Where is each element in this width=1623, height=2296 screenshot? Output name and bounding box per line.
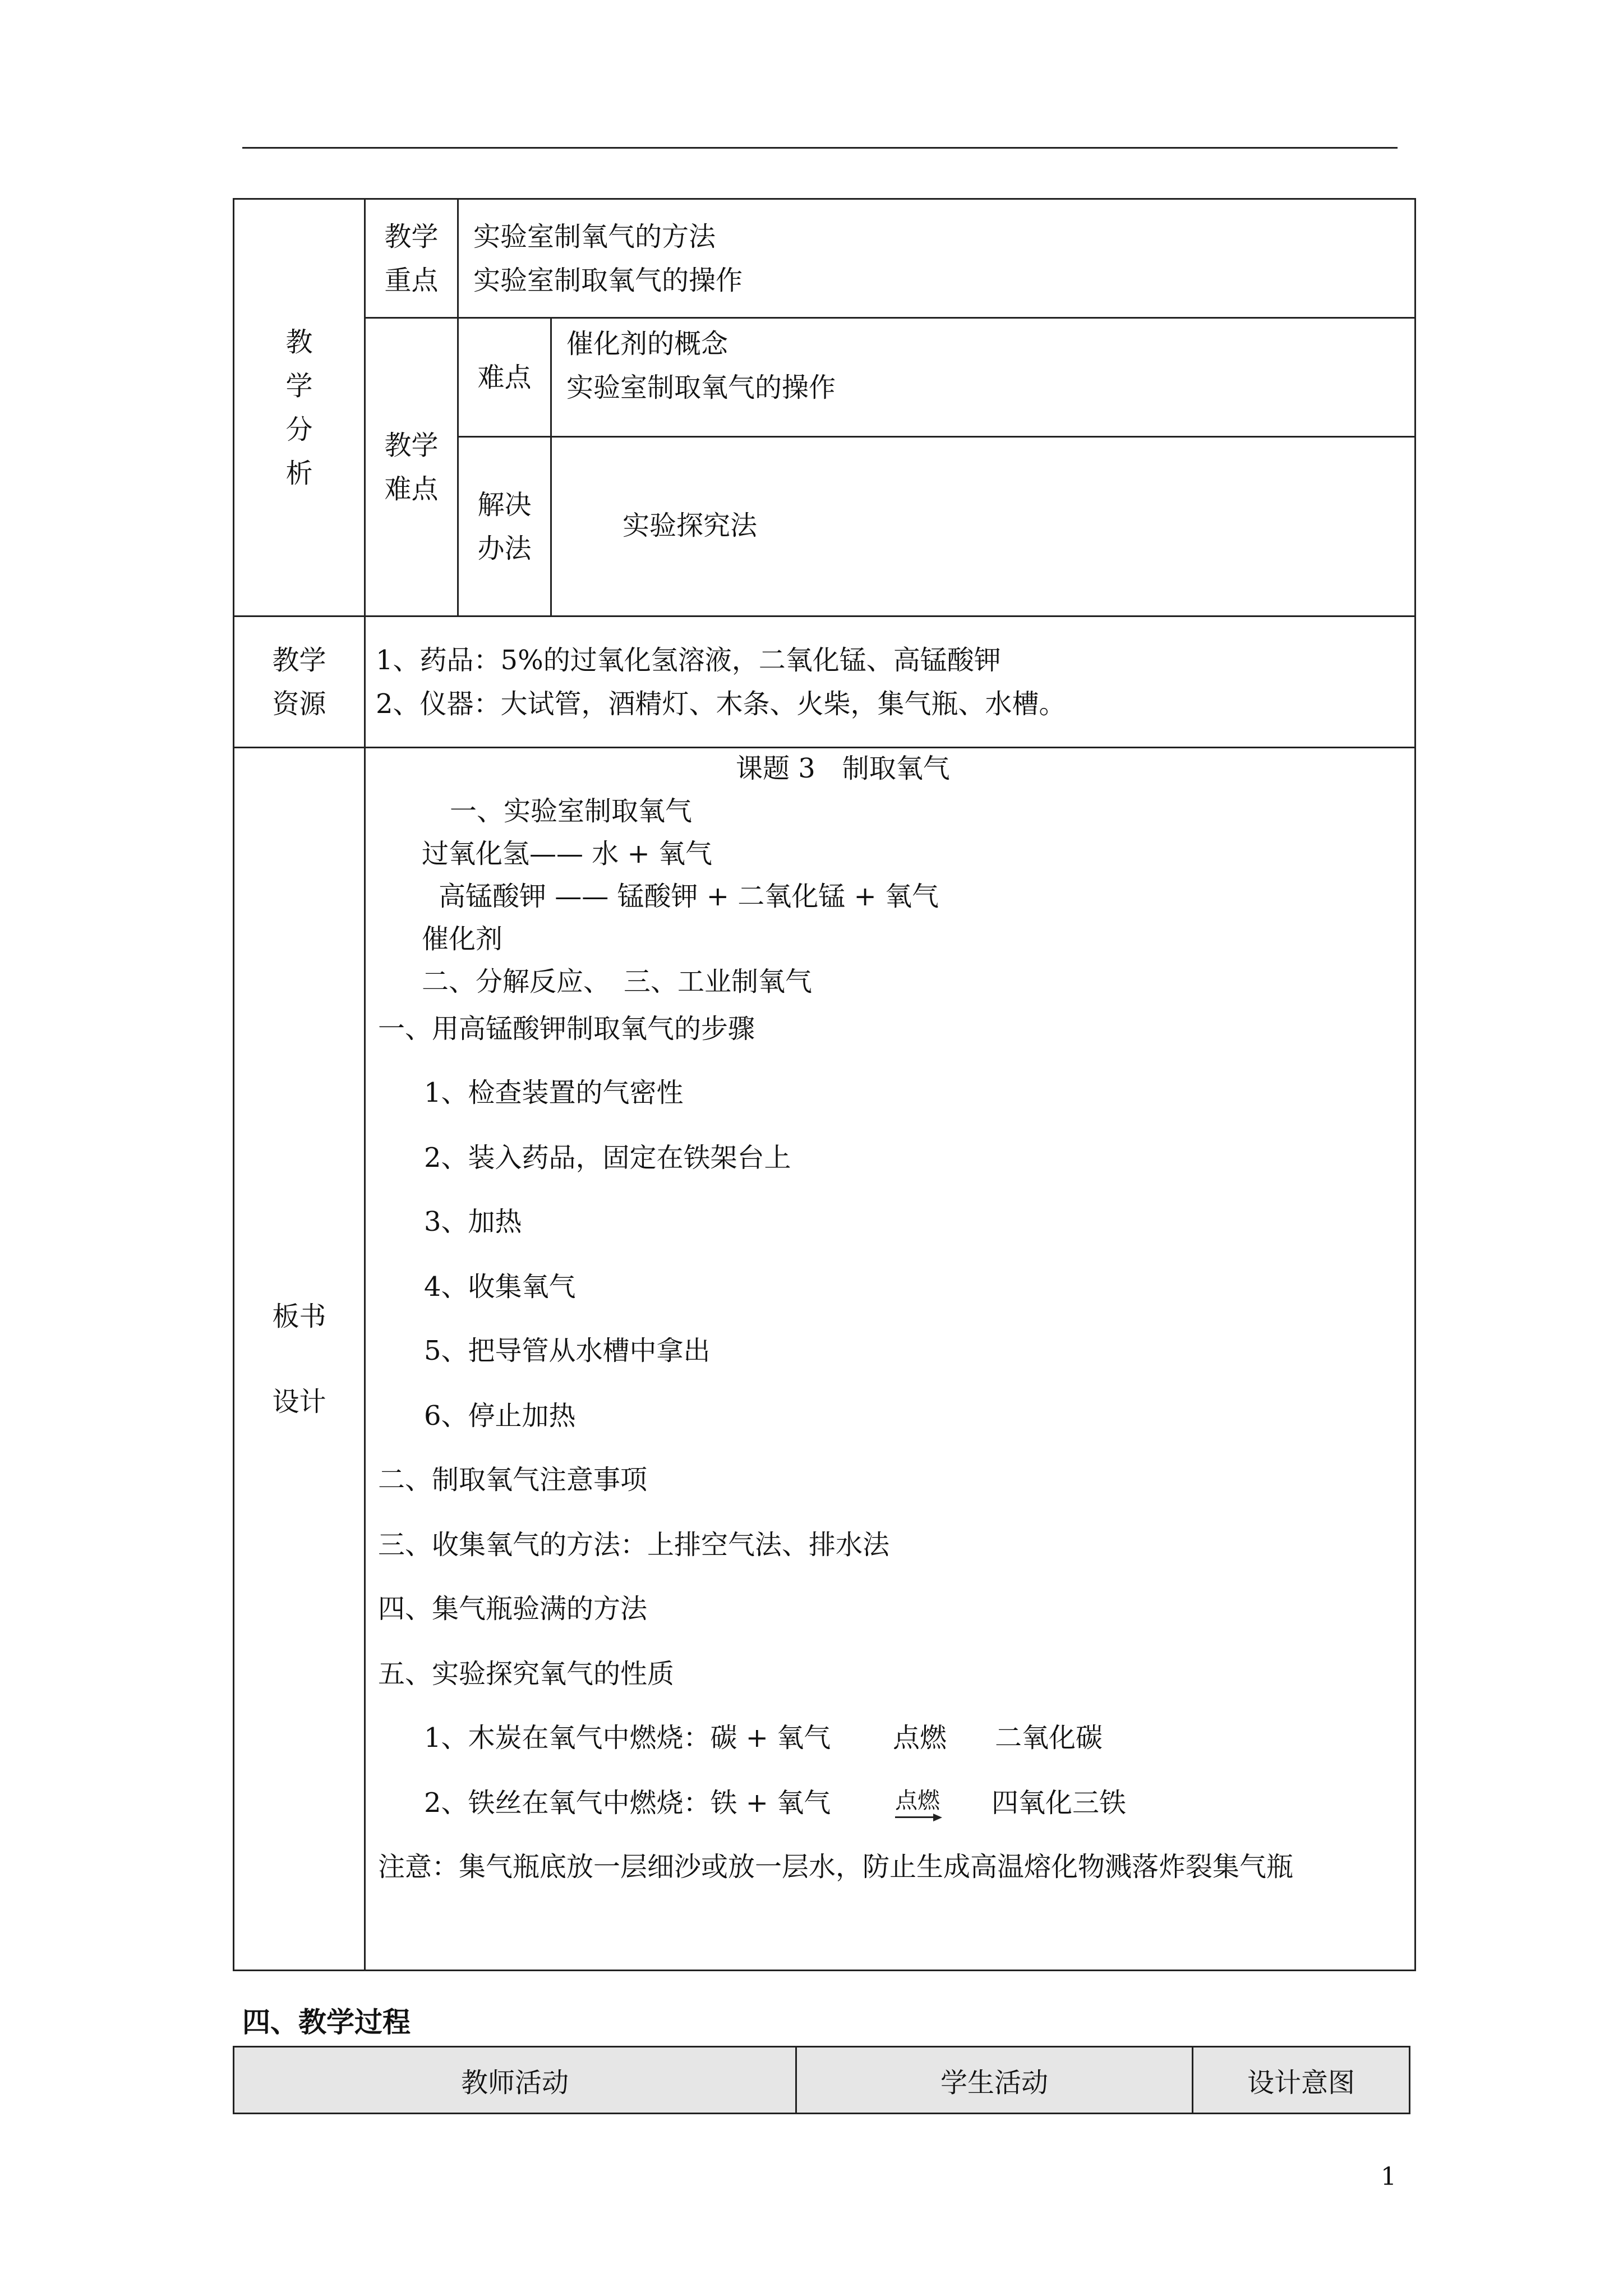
board-line: 4、收集氧气 (424, 1271, 576, 1303)
difficulty-points: 催化剂的概念 实验室制取氧气的操作 (551, 318, 1415, 437)
solution-text: 实验探究法 (551, 437, 1415, 616)
board-line: 过氧化氢—— 水 + 氧气 (422, 838, 712, 869)
resources-label: 教学 资源 (234, 616, 365, 748)
arrow-icon (895, 1816, 940, 1818)
reaction-product: 二氧化碳 (995, 1722, 1103, 1754)
board-line: 四、集气瓶验满的方法 (378, 1593, 648, 1625)
board-line: 1、检查装置的气密性 (424, 1077, 684, 1108)
board-title: 课题 3 制取氧气 (736, 753, 950, 784)
header-student-activity: 学生活动 (796, 2047, 1193, 2114)
process-table (233, 2046, 1410, 2114)
board-line: 5、把导管从水槽中拿出 (424, 1335, 711, 1366)
difficulty-label: 教学 难点 (365, 318, 458, 616)
board-line: 3、加热 (424, 1206, 522, 1237)
board-line: 2、装入药品，固定在铁架台上 (424, 1142, 791, 1174)
board-line: 三、收集氧气的方法：上排空气法、排水法 (378, 1529, 890, 1561)
focus-label: 教学 重点 (365, 199, 458, 318)
difficulty-points-label: 难点 (458, 318, 551, 437)
resources-content: 1、药品：5%的过氧化氢溶液，二氧化锰、高锰酸钾 2、仪器：大试管，酒精灯、木条、火柴，集气瓶、水槽。 (365, 616, 1415, 748)
board-line: 二、分解反应、 三、工业制氧气 (422, 966, 813, 997)
board-line: 一、实验室制取氧气 (450, 795, 693, 827)
section-title: 四、教学过程 (242, 2006, 411, 2039)
board-line: 6、停止加热 (424, 1400, 576, 1432)
board-line: 高锰酸钾 —— 锰酸钾 + 二氧化锰 + 氧气 (439, 881, 939, 912)
board-line: 1、木炭在氧气中燃烧：碳 + 氧气 (424, 1722, 831, 1754)
board-line: 二、制取氧气注意事项 (378, 1464, 648, 1496)
focus-content: 实验室制氧气的方法 实验室制取氧气的操作 (458, 199, 1415, 318)
lesson-table (233, 198, 1416, 1971)
reaction-product: 四氧化三铁 (992, 1787, 1127, 1819)
analysis-label: 教 学 分 析 (234, 199, 365, 616)
reaction-condition: 点燃 (893, 1722, 947, 1754)
board-note: 注意：集气瓶底放一层细沙或放一层水，防止生成高温熔化物溅落炸裂集气瓶 (378, 1851, 1294, 1883)
header-design-intent: 设计意图 (1193, 2047, 1410, 2114)
board-line: 催化剂 (422, 923, 503, 955)
board-label: 板书 设计 (234, 748, 365, 1971)
reaction-condition: 点燃 (895, 1788, 940, 1814)
board-line: 五、实验探究氧气的性质 (378, 1658, 675, 1690)
board-line: 2、铁丝在氧气中燃烧：铁 + 氧气 (424, 1787, 831, 1819)
header-teacher-activity: 教师活动 (234, 2047, 796, 2114)
board-line: 一、用高锰酸钾制取氧气的步骤 (378, 1013, 755, 1045)
page-number: 1 (1381, 2162, 1396, 2191)
solution-label: 解决 办法 (458, 437, 551, 616)
header-rule (242, 147, 1398, 149)
board-content (365, 748, 1415, 1971)
